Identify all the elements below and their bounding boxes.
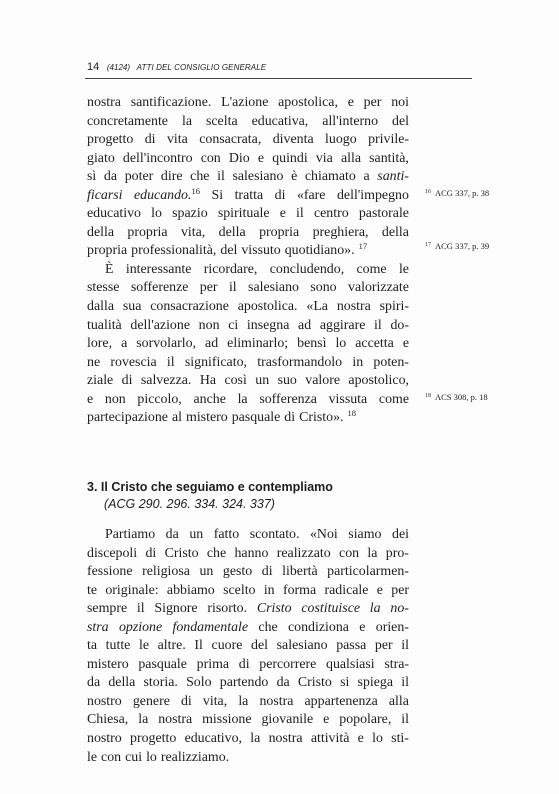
word: per: [374, 638, 393, 654]
word: e: [357, 731, 364, 747]
word: discepoli: [87, 545, 138, 561]
text-line: [87, 224, 409, 243]
word: gesto: [222, 564, 253, 580]
word: le: [398, 261, 409, 277]
word: sorvolarlo,: [136, 336, 197, 352]
word: anche: [193, 391, 226, 407]
word: Dio: [228, 150, 250, 166]
word: con: [200, 150, 221, 166]
word: abbiamo: [166, 582, 215, 598]
word: scelto: [223, 582, 256, 598]
word: insegna: [246, 317, 290, 333]
word: sua: [122, 299, 142, 315]
word: vissuta: [328, 391, 368, 407]
word: accetta: [355, 336, 394, 352]
word: educativo,: [184, 731, 243, 747]
text-line: [87, 372, 409, 391]
section-heading: [87, 479, 333, 513]
word: salvezza.: [140, 373, 192, 389]
word: la: [237, 391, 248, 407]
word: con: [101, 749, 122, 765]
header-ref-code: (4124): [106, 63, 131, 72]
running-header: [87, 61, 471, 75]
word: nostra: [259, 693, 294, 709]
text-line: [87, 205, 409, 224]
word: il: [217, 169, 225, 185]
word: condiziona: [288, 619, 349, 635]
word: fessione: [87, 564, 133, 580]
word: propria: [259, 224, 300, 240]
word: la: [250, 731, 261, 747]
word: santità,: [369, 150, 409, 166]
text-line: [87, 168, 409, 187]
text-line: [87, 526, 409, 545]
word: che: [258, 619, 278, 635]
word-with-note: [285, 242, 367, 261]
word: giovanile: [261, 712, 314, 728]
word: del: [220, 243, 238, 259]
text-line: [87, 656, 409, 675]
word: alla: [388, 693, 409, 709]
text-line: [87, 261, 409, 280]
word: opzione: [118, 619, 163, 635]
word: chiamato: [304, 169, 356, 185]
word: vissuto: [241, 243, 281, 259]
word: lo: [335, 336, 347, 352]
word: te: [87, 582, 98, 598]
word: con: [339, 545, 360, 561]
word: Ha: [199, 373, 217, 389]
word: lo: [151, 206, 162, 222]
header-title: ATTI DEL CONSIGLIO GENERALE: [136, 63, 267, 72]
word: di: [144, 132, 156, 148]
word: quindi: [272, 150, 308, 166]
text-line: [87, 317, 409, 336]
word: «fare: [296, 187, 326, 203]
word: dell'azione: [130, 317, 190, 333]
word: piccolo,: [137, 391, 182, 407]
word: valorizzate: [348, 280, 409, 296]
word: fondamentale: [172, 619, 249, 635]
word: e: [359, 619, 366, 635]
word: nostra: [336, 299, 371, 315]
word: dell'impegno: [336, 187, 409, 203]
word: hanno: [234, 545, 269, 561]
word: realizzato: [276, 545, 331, 561]
word: lo: [146, 749, 157, 765]
word: religiosa: [142, 564, 190, 580]
word: attività: [310, 731, 350, 747]
word: in: [263, 582, 275, 598]
word: il: [166, 354, 175, 370]
word: partendo: [219, 675, 269, 691]
footnote-ref: 16: [191, 185, 200, 196]
word: pro-: [385, 545, 409, 561]
header-rule: [85, 78, 472, 79]
text-line: [87, 150, 409, 169]
word: particolarmen-: [327, 564, 409, 580]
word: giato: [87, 150, 115, 166]
word: il: [401, 638, 409, 654]
word: tualità: [87, 317, 122, 333]
word: della: [87, 224, 114, 240]
word-with-note: [299, 409, 356, 428]
word: ta: [87, 638, 98, 654]
word: di: [274, 187, 286, 203]
word: «Noi: [309, 527, 338, 542]
word: è: [291, 169, 298, 185]
word: a: [363, 169, 370, 185]
word: aggirare: [319, 317, 366, 333]
word: Solo: [186, 675, 212, 691]
word: costituisce: [301, 601, 361, 617]
word: spiri-: [379, 299, 409, 315]
text-line: [87, 674, 409, 693]
word: e: [402, 336, 409, 352]
word: un: [255, 373, 270, 389]
word: all'interno: [322, 113, 379, 129]
word: che: [190, 169, 210, 185]
word: le: [87, 749, 98, 765]
word: il: [374, 317, 382, 333]
word: noi: [391, 95, 409, 110]
word: scontato.: [249, 527, 300, 542]
word: no-: [390, 601, 409, 617]
word: luogo: [325, 132, 357, 148]
word: ad: [205, 336, 219, 352]
word: privile-: [368, 132, 409, 148]
word: bensì: [297, 336, 327, 352]
word: cui: [125, 749, 143, 765]
text-line: [87, 637, 409, 656]
word: ad: [298, 317, 312, 333]
word: Cristo: [256, 601, 292, 617]
word: valore: [305, 373, 340, 389]
word: via: [315, 150, 333, 166]
word: la: [369, 601, 381, 617]
word: la: [138, 712, 149, 728]
word-with-note: [134, 187, 200, 206]
page-number: 14: [87, 61, 100, 73]
word: rovescia: [110, 354, 157, 370]
word: il: [228, 280, 237, 296]
word: educativo: [87, 206, 141, 222]
word: radicale: [324, 582, 369, 598]
word: significato,: [184, 354, 247, 370]
text-line: [87, 730, 409, 749]
word: partecipazione: [87, 410, 168, 426]
word: un: [199, 564, 214, 580]
word: si: [340, 675, 350, 691]
word: Chiesa,: [87, 712, 129, 728]
word: vita: [166, 132, 188, 148]
word: nostro: [87, 731, 122, 747]
word: cuore: [211, 638, 243, 654]
word: da: [103, 169, 118, 185]
word: da: [165, 527, 179, 542]
word: come: [378, 391, 409, 407]
word: le: [138, 638, 150, 654]
word: pasquale: [231, 410, 281, 426]
word: Partiamo: [105, 527, 156, 542]
word: sofferenza: [259, 391, 317, 407]
word: come: [356, 261, 387, 277]
word: trasformandolo: [257, 354, 343, 370]
word: stra-: [384, 656, 409, 672]
word: della: [108, 675, 136, 691]
word: sono: [310, 280, 337, 296]
margin-note-18: $^{18}$ ACS 308, p. 18: [425, 392, 488, 402]
word: di: [238, 656, 250, 672]
word: Cristo: [164, 545, 199, 561]
text-line: [87, 582, 409, 601]
word: tratta: [234, 187, 264, 203]
margin-note-17: $^{17}$ ACG 337, p. 39: [425, 241, 490, 251]
word: per: [199, 280, 218, 296]
word: e: [87, 391, 94, 407]
text-line: [87, 354, 409, 373]
text-line: [87, 391, 409, 410]
text-line: [87, 113, 409, 132]
text-line: [87, 711, 409, 730]
word: tutte: [105, 638, 131, 654]
word: ricordare,: [203, 261, 258, 277]
word: salesiano: [232, 169, 284, 185]
word: e: [376, 582, 383, 598]
word: di: [284, 410, 296, 426]
word: Il: [194, 638, 203, 654]
word: stra: [87, 619, 109, 635]
word: nostra: [87, 95, 121, 110]
text-line: [87, 335, 409, 354]
word: da: [87, 675, 101, 691]
text-line: [87, 187, 409, 206]
word: il: [136, 601, 145, 617]
word: in: [352, 354, 364, 370]
word: santi-: [377, 169, 409, 185]
word: vita,: [180, 224, 206, 240]
word: poten-: [373, 354, 409, 370]
word: spiega: [357, 675, 394, 691]
word: apostolico,: [348, 373, 409, 389]
word: do-: [390, 317, 409, 333]
word: Signore: [154, 601, 198, 617]
word: per: [363, 95, 382, 110]
word: salesiano: [276, 638, 328, 654]
text-line: [87, 242, 409, 261]
word: il: [401, 712, 409, 728]
text-line: [87, 563, 409, 582]
word: la: [367, 545, 378, 561]
word: apostolica,: [278, 95, 338, 110]
word: del: [392, 113, 409, 129]
word: popolare,: [339, 712, 392, 728]
word: dalla: [87, 299, 114, 315]
word: consacrazione: [150, 299, 229, 315]
word: e: [347, 95, 354, 110]
word: nostro: [87, 693, 122, 709]
word: ne: [87, 354, 101, 370]
word: sofferenze: [130, 280, 189, 296]
word: poter: [124, 169, 154, 185]
word: santificazione.: [130, 95, 212, 110]
word: percorrere: [259, 656, 317, 672]
word: ziale: [87, 373, 114, 389]
text-line: [87, 545, 409, 564]
word: interessante: [125, 261, 192, 277]
word: spirituale: [217, 206, 270, 222]
word: il: [296, 206, 304, 222]
word: mistero: [87, 656, 129, 672]
word: così: [224, 373, 247, 389]
word: scelta: [205, 113, 238, 129]
word: dire: [160, 169, 183, 185]
word: Cristo: [297, 675, 332, 691]
word: missione: [202, 712, 252, 728]
word: dell'incontro: [122, 150, 193, 166]
word: dei: [392, 527, 409, 542]
word: risorto.: [207, 601, 248, 617]
word: non: [104, 391, 126, 407]
word: ficarsi: [87, 187, 123, 203]
word: Cristo».: [299, 410, 344, 426]
word: Si: [211, 187, 224, 203]
word: salesiano: [248, 280, 299, 296]
word: «La: [306, 299, 328, 315]
footnote-ref: 17: [358, 241, 368, 252]
word: educando.: [134, 187, 192, 203]
section-ref: (ACG 290. 296. 334. 324. 337): [104, 497, 275, 511]
word: e: [279, 206, 286, 222]
text-line: [87, 94, 409, 113]
word: nostra: [158, 712, 193, 728]
word: qualsiasi: [326, 656, 375, 672]
word: per: [391, 582, 409, 598]
word: È: [105, 261, 114, 277]
section-title: 3. Il Cristo che seguiamo e contempliamo: [87, 480, 333, 494]
word: professionalità,: [131, 243, 217, 259]
word: fatto: [213, 527, 240, 542]
word: di: [261, 564, 273, 580]
word: sempre: [87, 601, 128, 617]
word: diventa: [272, 132, 314, 148]
text-line: [87, 600, 409, 619]
word: di: [180, 693, 192, 709]
word: siamo: [348, 527, 382, 542]
word: quotidiano».: [284, 243, 355, 259]
word: progetto: [130, 731, 177, 747]
word: realizziamo.: [160, 749, 230, 765]
word: lo: [372, 731, 383, 747]
paragraph-2: [87, 526, 409, 767]
word: di: [121, 373, 133, 389]
margin-note-16: $^{16}$ ACG 337, p. 38: [425, 188, 490, 198]
word: un: [189, 527, 204, 542]
word: concludendo,: [269, 261, 345, 277]
word: suo: [277, 373, 297, 389]
text-line: [87, 749, 409, 768]
text-line: [87, 409, 409, 428]
word: orien-: [375, 619, 409, 635]
text-line: [87, 298, 409, 317]
text-line: [87, 279, 409, 298]
word: propria: [87, 243, 128, 259]
word: progetto: [87, 132, 134, 148]
word: nostra: [268, 731, 303, 747]
word: storia.: [143, 675, 178, 691]
word: il: [401, 675, 409, 691]
word: la: [181, 113, 192, 129]
word: ci: [228, 317, 239, 333]
text-line: [87, 131, 409, 150]
word: della: [381, 224, 409, 240]
word: preghiera,: [312, 224, 369, 240]
word: pastorale: [358, 206, 409, 222]
word: mistero: [186, 410, 228, 426]
word: alla: [340, 150, 362, 166]
word: al: [171, 410, 183, 426]
word: del: [251, 638, 269, 654]
word: forma: [282, 582, 317, 598]
word: spazio: [172, 206, 208, 222]
word: che: [206, 545, 227, 561]
word: educativa,: [251, 113, 309, 129]
word: eliminarlo;: [227, 336, 289, 352]
word: appartenenza: [304, 693, 378, 709]
word: di: [145, 545, 157, 561]
word: altre.: [157, 638, 186, 654]
word: genere: [132, 693, 170, 709]
word: a: [121, 336, 128, 352]
word: libertà: [282, 564, 318, 580]
word: apostolica.: [237, 299, 298, 315]
word: e: [323, 712, 330, 728]
word: originale:: [105, 582, 159, 598]
word: sì: [87, 169, 97, 185]
word: non: [198, 317, 220, 333]
word: e: [257, 150, 265, 166]
text-line: [87, 693, 409, 712]
text-line: [87, 619, 409, 638]
word: sti-: [391, 731, 409, 747]
word: L'azione: [221, 95, 269, 110]
word: pasquale: [138, 656, 187, 672]
word: stesse: [87, 280, 120, 296]
word: vita,: [202, 693, 228, 709]
word: consacrata,: [199, 132, 262, 148]
word: concretamente: [87, 113, 168, 129]
word: passa: [336, 638, 367, 654]
footnote-ref: 18: [347, 408, 356, 419]
word: centro: [313, 206, 349, 222]
word: prima: [196, 656, 230, 672]
word: della: [218, 224, 246, 240]
word: propria: [127, 224, 168, 240]
word: da: [276, 675, 290, 691]
paragraph-1: [87, 94, 409, 428]
word: lore,: [87, 336, 113, 352]
word: la: [238, 693, 249, 709]
